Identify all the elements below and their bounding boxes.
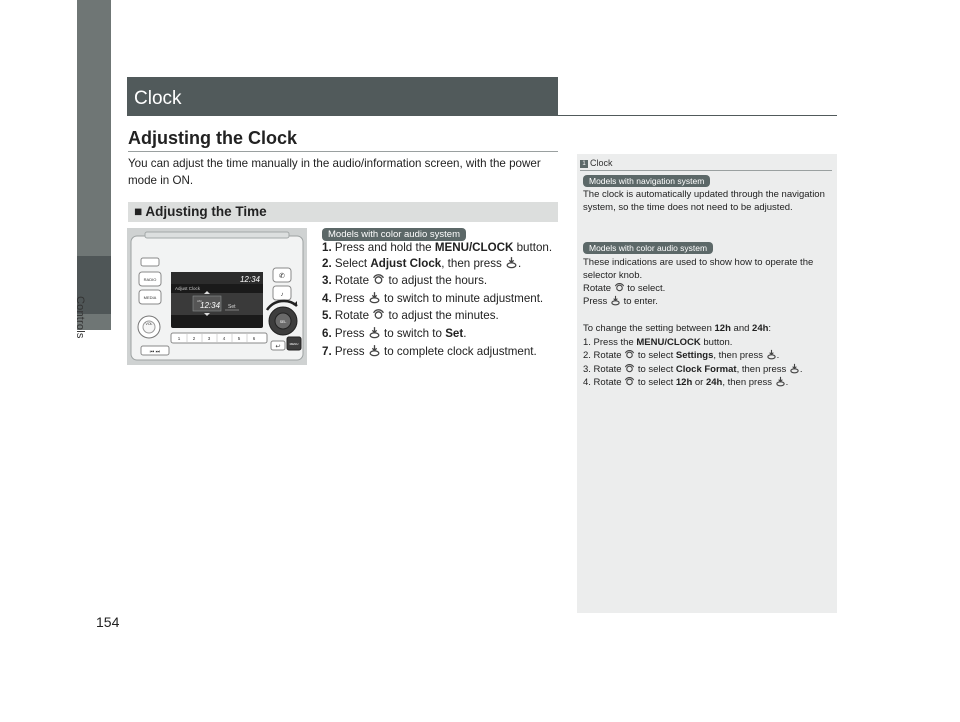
step-item: 7. Press to complete clock adjustment. <box>322 344 562 362</box>
sidebar-heading <box>580 158 613 168</box>
chapter-underline <box>558 115 837 116</box>
sidebar-change-step: 1. Press the MENU/CLOCK button. <box>583 337 733 348</box>
press-knob-icon <box>368 291 381 309</box>
press-knob-icon <box>368 326 381 344</box>
sidebar-nav-text: The clock is automatically updated through the navigation system, so the time does not need to be adjusted. <box>583 189 825 214</box>
step-number: 3. <box>322 274 332 288</box>
svg-text:↩: ↩ <box>275 344 281 350</box>
step-item: 3. Rotate to adjust the hours. <box>322 273 562 291</box>
step-number: 5. <box>322 309 332 323</box>
preset-button-5: 5 <box>237 336 241 341</box>
step-item: 4. Press to switch to minute adjustment. <box>322 291 562 309</box>
volume-label: VOL <box>145 322 153 326</box>
audio-panel-illustration <box>127 228 307 365</box>
sidebar-change-step: 3. Rotate to select Clock Format, then press . <box>583 363 833 378</box>
badge-navigation: Models with navigation system <box>583 175 710 187</box>
sidebar-change-step: 2. Rotate to select Settings, then press . <box>583 349 833 364</box>
media-button-label: MEDIA <box>143 295 157 300</box>
step-item: 6. Press to switch to Set. <box>322 326 562 344</box>
step-number: 6. <box>322 326 332 340</box>
rotate-knob-icon <box>372 308 385 326</box>
sidebar-change-step: 4. Rotate to select 12h or 24h, then press . <box>583 376 833 391</box>
menu-clock-label: MENU <box>289 342 299 346</box>
subsection-title <box>134 204 267 219</box>
sidebar-divider <box>580 170 832 171</box>
step-number: 7. <box>322 344 332 358</box>
step-item: 5. Rotate to adjust the minutes. <box>322 308 562 326</box>
adjust-time: 12:34 <box>200 301 221 310</box>
adjust-am: AM <box>197 299 202 303</box>
press-knob-icon <box>610 295 621 310</box>
badge-color-audio-sidebar: Models with color audio system <box>583 242 713 254</box>
sidebar-change-intro: To change the setting between 12h and 24h: <box>583 323 772 334</box>
preset-button-6: 6 <box>252 336 256 341</box>
rotate-knob-icon <box>624 376 635 391</box>
screen-menu-label: Adjust Clock <box>175 286 201 291</box>
svg-text:♪: ♪ <box>280 292 284 298</box>
intro-paragraph: You can adjust the time manually in the audio/information screen, with the power mode in ON. <box>128 157 541 187</box>
svg-text:⏮ ⏭: ⏮ ⏭ <box>149 349 161 355</box>
display-button <box>141 258 159 266</box>
step-number: 2. <box>322 256 332 270</box>
step-item: 2. Select Adjust Clock, then press . <box>322 256 562 274</box>
sidebar-press-line: Press to enter. <box>583 295 833 310</box>
sidebar-indicator-text: These indications are used to show how to operate the selector knob. <box>583 257 814 282</box>
section-divider <box>128 151 558 152</box>
preset-button-4: 4 <box>222 336 226 341</box>
audio-panel-figure <box>127 228 307 365</box>
subsection-marker: ■ <box>134 204 143 219</box>
preset-button-2: 2 <box>192 336 196 341</box>
subsection-title-text: Adjusting the Time <box>145 204 267 219</box>
chapter-bar <box>127 77 558 116</box>
svg-text:✆: ✆ <box>279 273 285 280</box>
preset-button-3: 3 <box>207 336 211 341</box>
rotate-knob-icon <box>372 273 385 291</box>
section-title: Adjusting the Clock <box>128 128 298 148</box>
adjust-set: Set <box>228 304 236 310</box>
step-number: 4. <box>322 291 332 305</box>
steps-list <box>322 240 562 361</box>
screen-clock: 12:34 <box>239 275 260 284</box>
side-tab-label: Controls <box>74 296 86 339</box>
radio-button-label: RADIO <box>143 277 157 282</box>
page-number: 154 <box>96 614 120 630</box>
selector-label: SEL <box>279 320 287 324</box>
sidebar-heading-title: Clock <box>590 158 613 168</box>
preset-button-1: 1 <box>177 336 181 341</box>
step-number: 1. <box>322 241 332 254</box>
press-knob-icon <box>368 344 381 362</box>
badge-color-audio: Models with color audio system <box>322 228 466 241</box>
step-item: 1. Press and hold the MENU/CLOCK button. <box>322 241 553 254</box>
sidebar-rotate-line: Rotate to select. <box>583 282 833 297</box>
press-knob-icon <box>505 256 518 274</box>
chapter-title: Clock <box>134 88 182 109</box>
sidebar-heading-marker: 1 <box>580 160 588 168</box>
press-knob-icon <box>775 376 786 391</box>
